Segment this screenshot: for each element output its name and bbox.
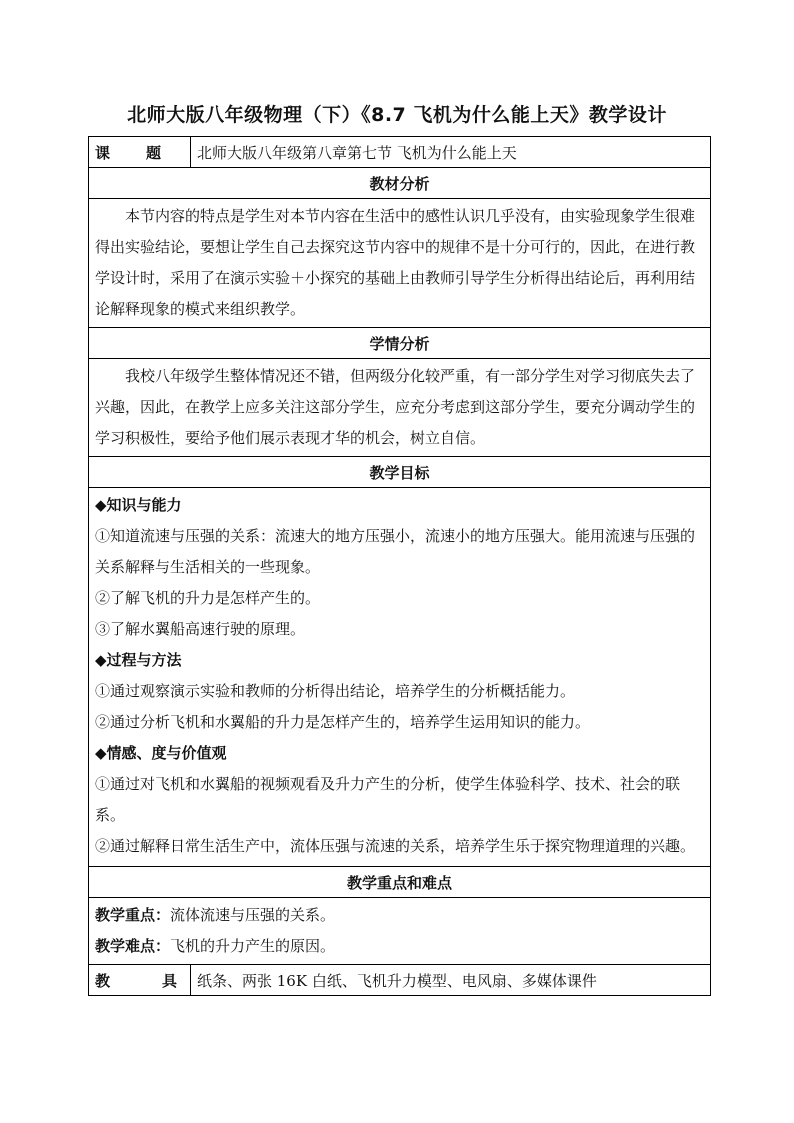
topic-label-a: 课	[95, 143, 111, 162]
student-analysis-cell	[89, 359, 711, 457]
tools-label	[89, 965, 191, 996]
textbook-analysis-cell	[89, 199, 711, 328]
objective-group-process-title: ◆过程与方法	[95, 651, 182, 669]
textbook-analysis-text: 本节内容的特点是学生对本节内容在生活中的感性认识几乎没有，由实验现象学生很难得出实验结论，要想让学生自己去探究这节内容中的规律不是十分可行的，因此，在进行教学设计时，采用了在演示实验＋小探究的基础上由教师引导学生分析得出结论后，再利用结论解释现象的模式来组织教学。	[95, 207, 696, 318]
objective-item: ①通过对飞机和水翼船的视频观看及升力产生的分析，使学生体验科学、技术、社会的联系。	[95, 775, 681, 824]
objective-item: ②通过分析飞机和水翼船的升力是怎样产生的，培养学生运用知识的能力。	[95, 713, 591, 731]
objective-item: ①通过观察演示实验和教师的分析得出结论，培养学生的分析概括能力。	[95, 682, 576, 700]
objective-item: ②通过解释日常生活生产中，流体压强与流速的关系，培养学生乐于探究物理道理的兴趣。	[95, 837, 696, 855]
key-points-heading: 教学重点和难点	[89, 867, 711, 898]
teaching-focus	[95, 900, 704, 931]
key-points-heading-row	[89, 867, 711, 898]
student-analysis-row	[89, 359, 711, 457]
objective-item: ②了解飞机的升力是怎样产生的。	[95, 589, 321, 607]
key-points-row	[89, 898, 711, 965]
objective-item: ①知道流速与压强的关系：流速大的地方压强小，流速小的地方压强大。能用流速与压强的关系解释与生活相关的一些现象。	[95, 527, 696, 576]
textbook-analysis-heading-row	[89, 168, 711, 199]
tools-row	[89, 965, 711, 996]
teaching-focus-label: 教学重点：	[95, 906, 171, 924]
objectives-heading-row	[89, 457, 711, 488]
objectives-cell	[89, 488, 711, 867]
objective-group-attitude-title: ◆情感、度与价值观	[95, 744, 227, 762]
key-points-cell	[89, 898, 711, 965]
textbook-analysis-heading: 教材分析	[89, 168, 711, 199]
objective-item: ③了解水翼船高速行驶的原理。	[95, 620, 306, 638]
teaching-difficulty-label: 教学难点：	[95, 937, 171, 955]
student-analysis-text: 我校八年级学生整体情况还不错，但两级分化较严重，有一部分学生对学习彻底失去了兴趣，因此，在教学上应多关注这部分学生，应充分考虑到这部分学生，要充分调动学生的学习积极性，要给予他们展示表现才华的机会，树立自信。	[95, 367, 696, 447]
topic-label	[89, 137, 191, 168]
topic-label-b: 题	[146, 143, 162, 162]
student-analysis-heading-row	[89, 328, 711, 359]
topic-row	[89, 137, 711, 168]
teaching-focus-text: 流体流速与压强的关系。	[170, 906, 336, 924]
teaching-difficulty-text: 飞机的升力产生的原因。	[170, 937, 336, 955]
tools-label-b: 具	[162, 971, 178, 990]
lesson-plan-table	[88, 136, 711, 996]
textbook-analysis-row	[89, 199, 711, 328]
teaching-difficulty	[95, 931, 704, 962]
student-analysis-heading: 学情分析	[89, 328, 711, 359]
topic-value: 北师大版八年级第八章第七节 飞机为什么能上天	[191, 137, 711, 168]
objectives-heading: 教学目标	[89, 457, 711, 488]
tools-value: 纸条、两张 16K 白纸、飞机升力模型、电风扇、多媒体课件	[191, 965, 711, 996]
tools-label-a: 教	[95, 971, 111, 990]
document-title: 北师大版八年级物理（下）《8.7 飞机为什么能上天》教学设计	[127, 104, 667, 126]
objective-group-knowledge-title: ◆知识与能力	[95, 496, 182, 514]
objectives-row	[89, 488, 711, 867]
